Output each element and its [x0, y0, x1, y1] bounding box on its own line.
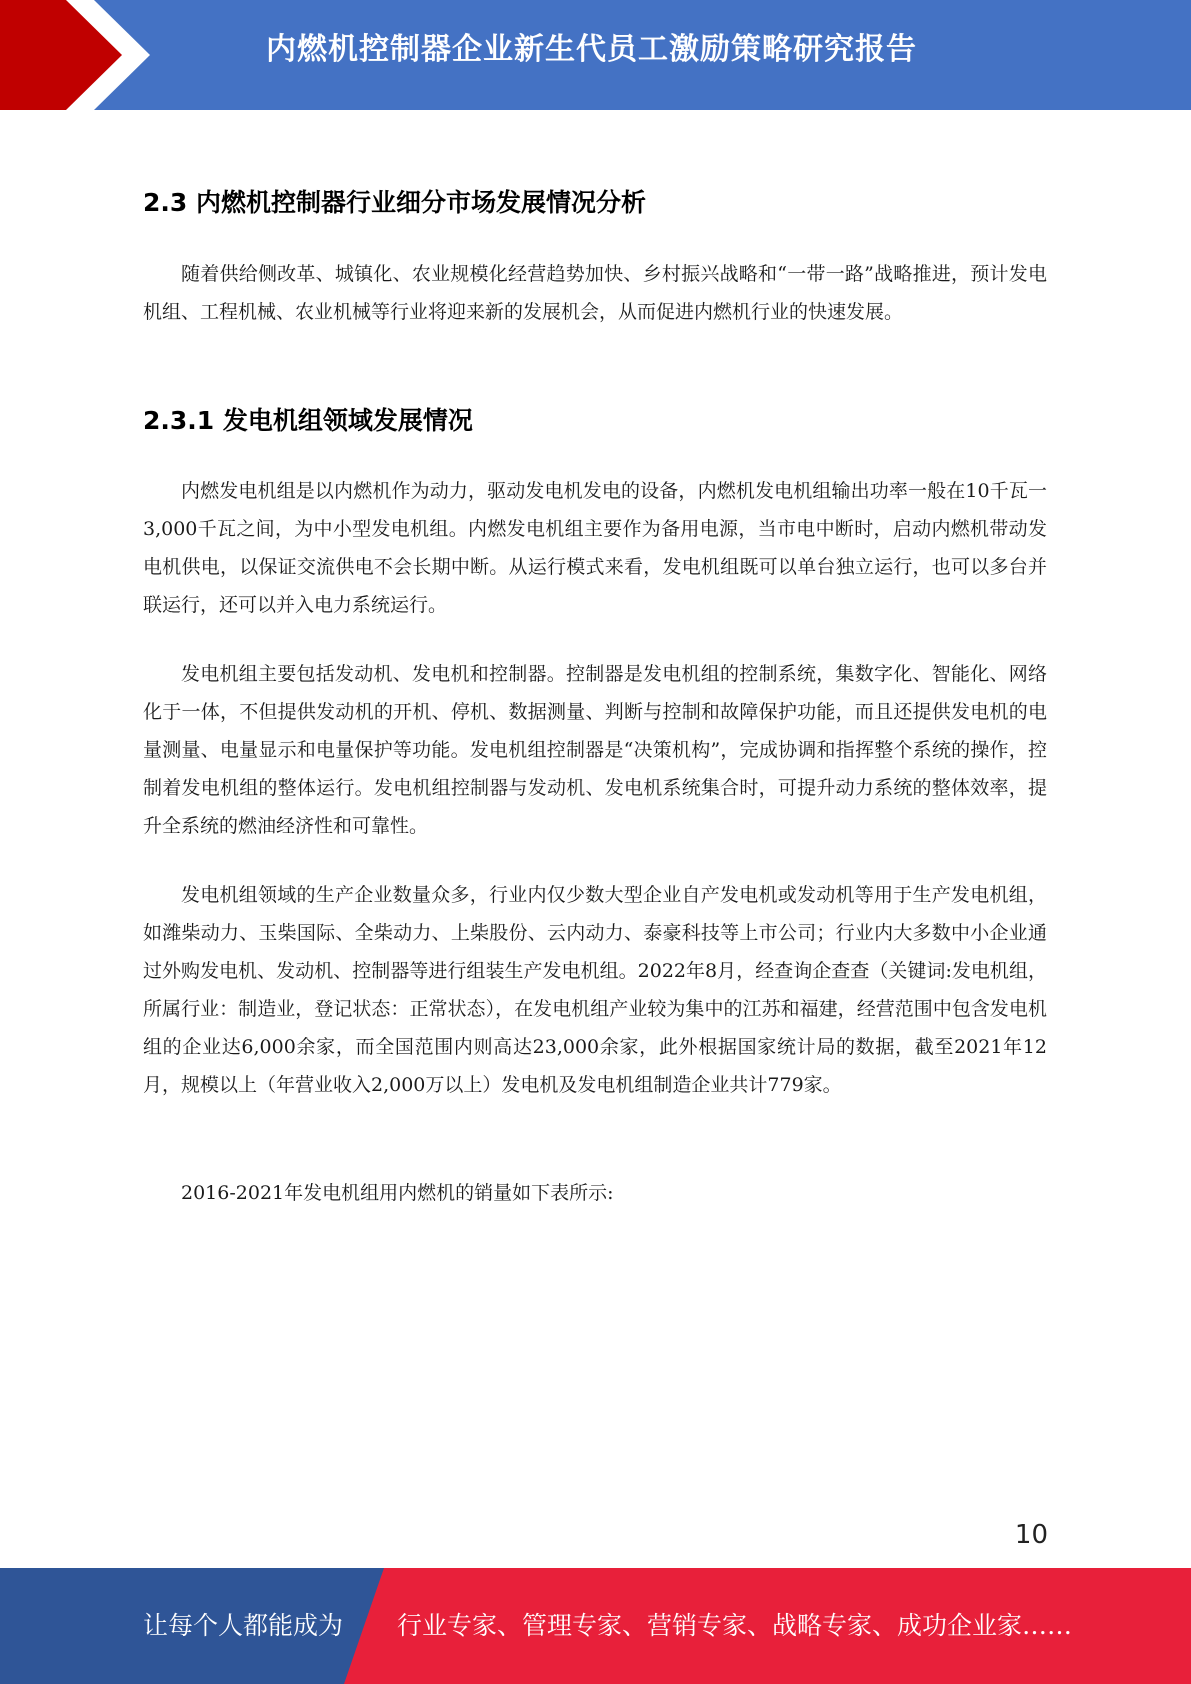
paragraph-generator-definition: 内燃发电机组是以内燃机作为动力，驱动发电机发电的设备，内燃机发电机组输出功率一般在10千瓦一3,000千瓦之间，为中小型发电机组。内燃发电机组主要作为备用电源，当市电中断时，启动内燃机带动发电机供电，以保证交流供电不会长期中断。从运行模式来看，发电机组既可以单台独立运行，也可以多台并联运行，还可以并入电力系统运行。 — [143, 480, 1047, 616]
report-title: 内燃机控制器企业新生代员工激励策略研究报告 — [266, 32, 917, 67]
footer-slogan-right: 行业专家、管理专家、营销专家、战略专家、成功企业家…… — [397, 1611, 1073, 1640]
page-header — [0, 0, 1191, 110]
header-arrow-decoration — [0, 0, 160, 110]
section-heading-2-3-1: 2.3.1 发电机组领域发展情况 — [143, 406, 473, 435]
page-footer — [0, 1568, 1191, 1684]
footer-slogan-left: 让每个人都能成为 — [143, 1611, 344, 1640]
section-heading-2-3: 2.3 内燃机控制器行业细分市场发展情况分析 — [143, 188, 646, 217]
paragraph-generator-enterprises: 发电机组领域的生产企业数量众多，行业内仅少数大型企业自产发电机或发动机等用于生产发电机组，如潍柴动力、玉柴国际、全柴动力、上柴股份、云内动力、泰豪科技等上市公司；行业内大多数中小企业通过外购发电机、发动机、控制器等进行组装生产发电机组。2022年8月，经查询企查查（关键词:发电机组，所属行业：制造业，登记状态：正常状态），在发电机组产业较为集中的江苏和福建，经营范围中包含发电机组的企业达6,000余家，而全国范围内则高达23,000余家，此外根据国家统计局的数据，截至2021年12月，规模以上（年营业收入2,000万以上）发电机及发电机组制造企业共计779家。 — [143, 884, 1047, 1096]
page-number: 10 — [1014, 1520, 1048, 1550]
paragraph-intro: 随着供给侧改革、城镇化、农业规模化经营趋势加快、乡村振兴战略和“一带一路”战略推进，预计发电机组、工程机械、农业机械等行业将迎来新的发展机会，从而促进内燃机行业的快速发展。 — [143, 263, 1047, 323]
paragraph-table-intro: 2016-2021年发电机组用内燃机的销量如下表所示: — [181, 1182, 614, 1204]
paragraph-generator-components: 发电机组主要包括发动机、发电机和控制器。控制器是发电机组的控制系统，集数字化、智能化、网络化于一体，不但提供发动机的开机、停机、数据测量、判断与控制和故障保护功能，而且还提供发电机的电量测量、电量显示和电量保护等功能。发电机组控制器是“决策机构”，完成协调和指挥整个系统的操作，控制着发电机组的整体运行。发电机组控制器与发动机、发电机系统集合时，可提升动力系统的整体效率，提升全系统的燃油经济性和可靠性。 — [143, 663, 1047, 837]
